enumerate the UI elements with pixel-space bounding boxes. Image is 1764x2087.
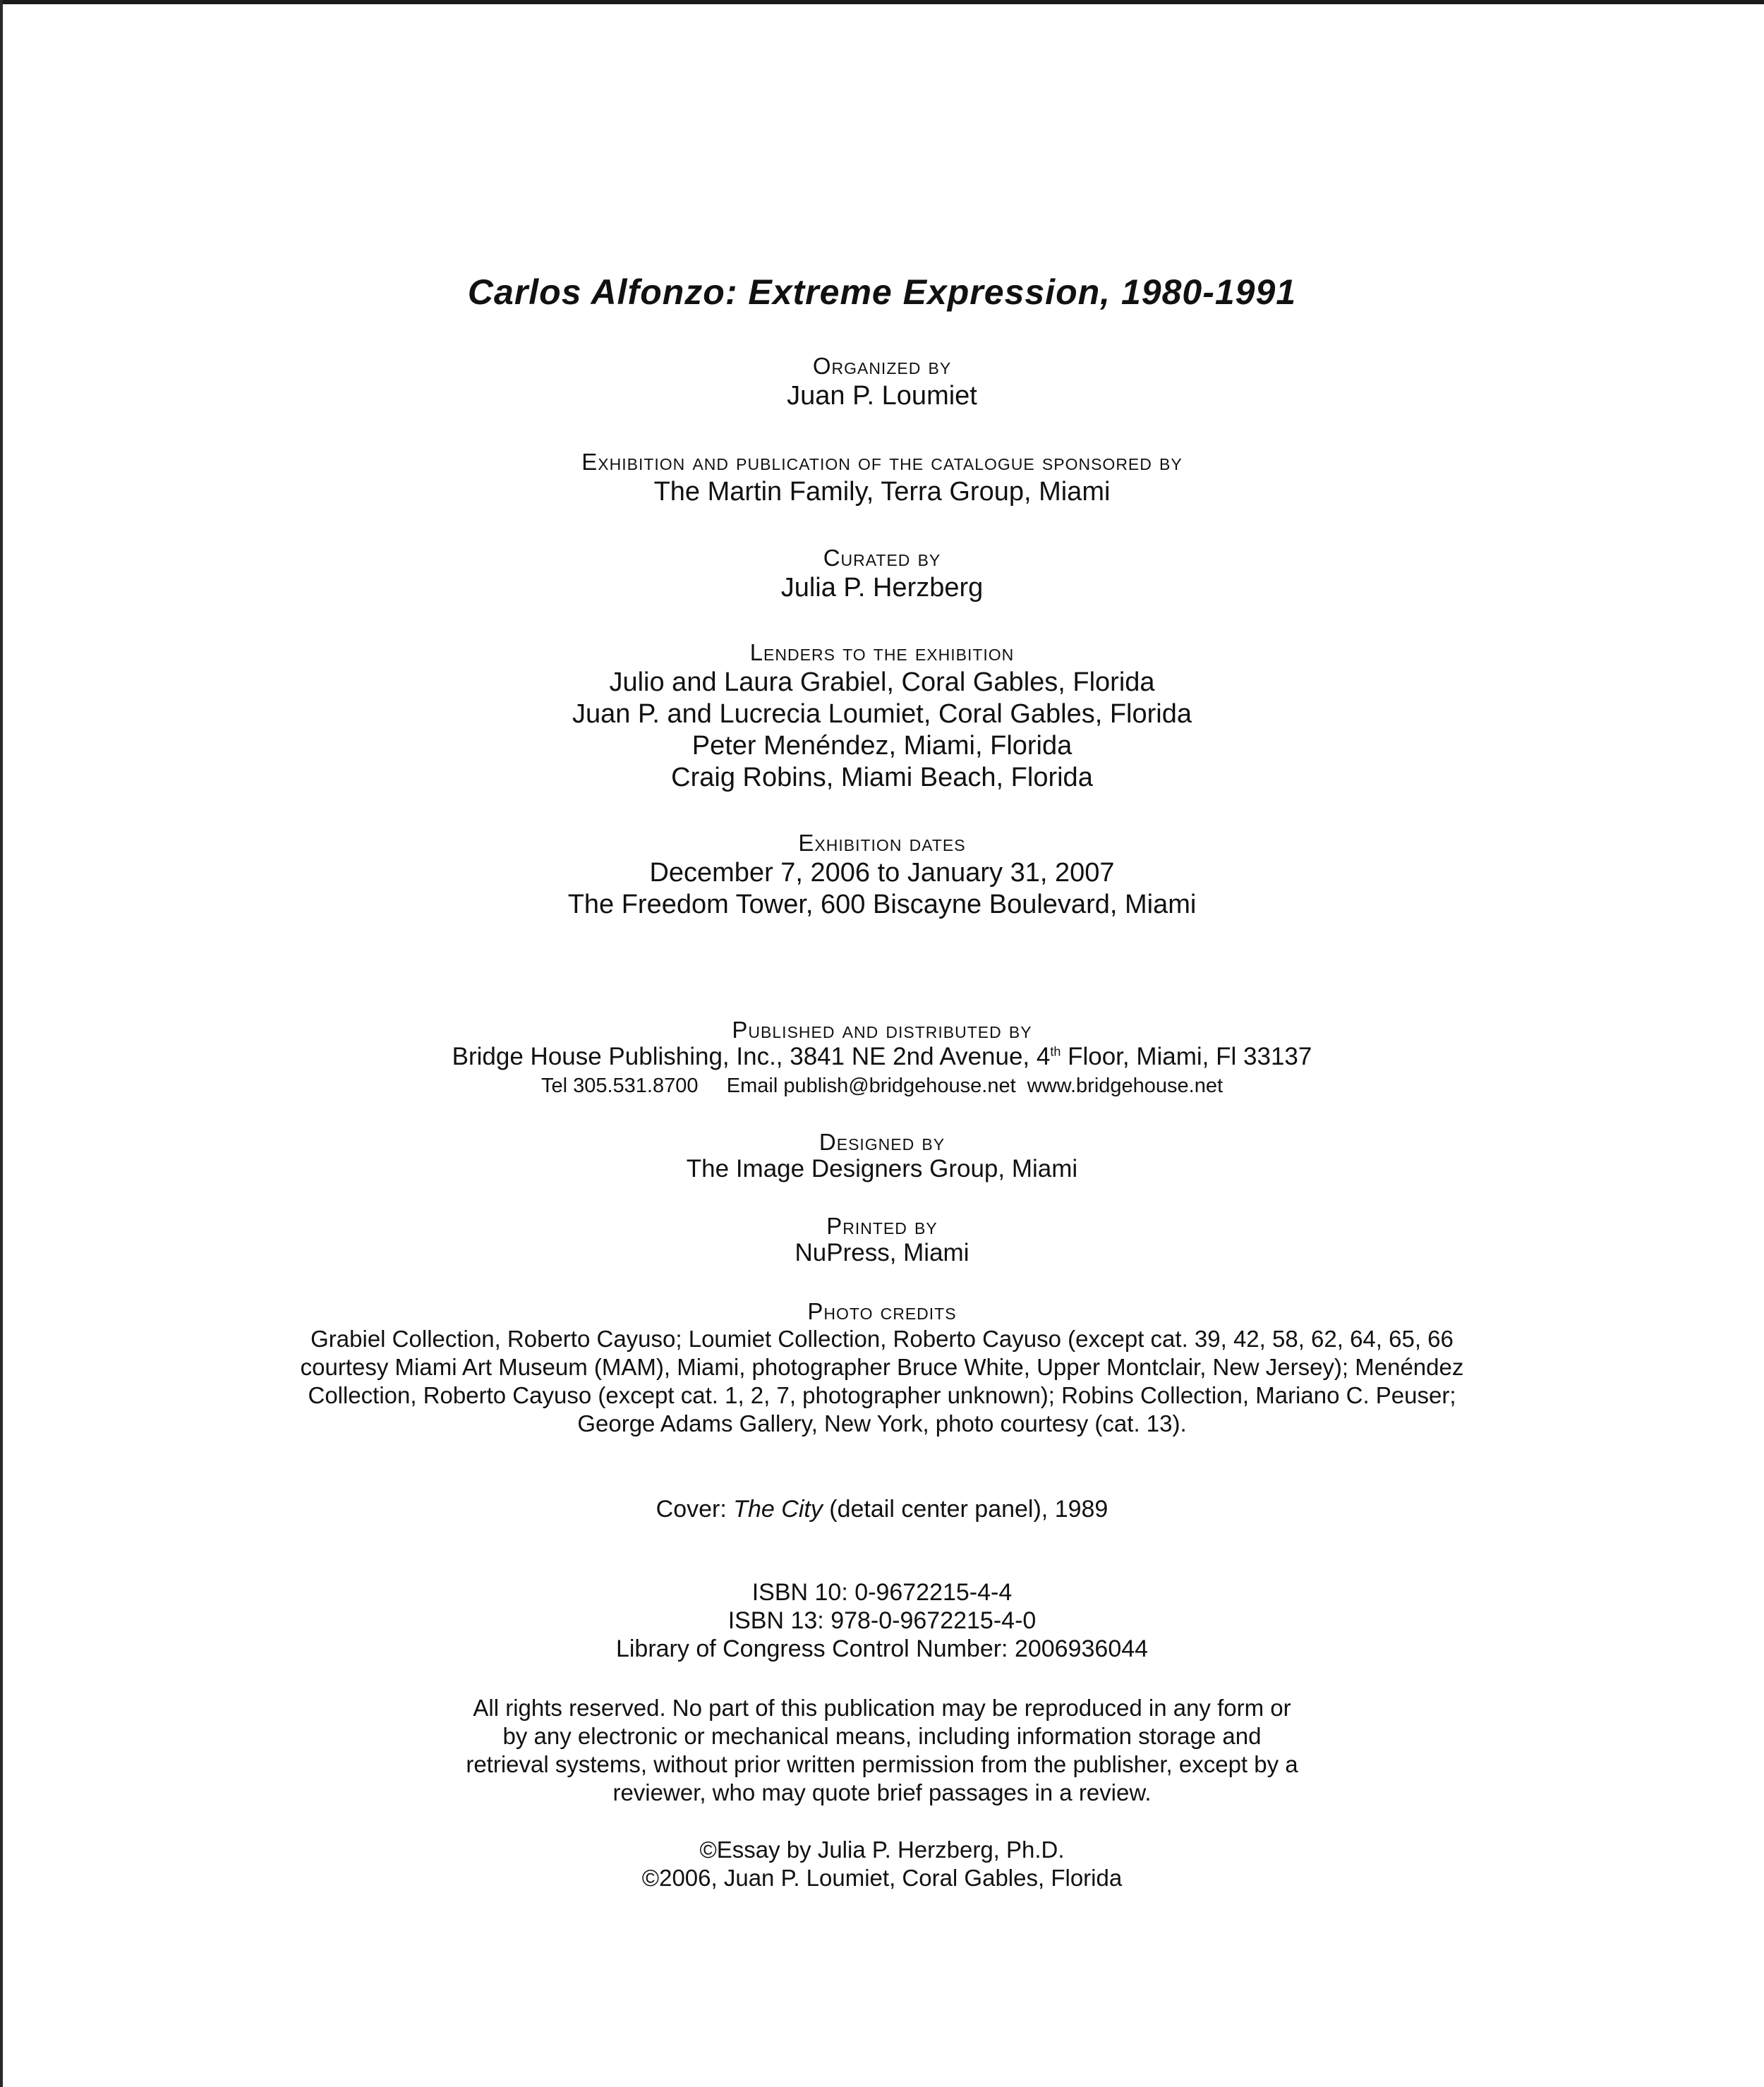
catalogue-title (0, 272, 1764, 313)
copyright-book: ©2006, Juan P. Loumiet, Coral Gables, Florida (641, 1865, 1123, 1891)
dates-value: December 7, 2006 to January 31, 2007 (649, 858, 1115, 888)
publisher-address-post: Floor, Miami, Fl 33137 (1061, 1043, 1312, 1070)
rights-line: by any electronic or mechanical means, including information storage and (502, 1723, 1262, 1749)
sponsor-value: The Martin Family, Terra Group, Miami (653, 477, 1111, 507)
printed-label: Printed by (826, 1213, 938, 1239)
publisher-address-sup: th (1050, 1044, 1061, 1059)
rights-line: All rights reserved. No part of this publication may be reproduced in any form or (473, 1695, 1291, 1721)
lender-item: Peter Menéndez, Miami, Florida (691, 731, 1073, 761)
curated-label: Curated by (823, 545, 941, 571)
cover-suffix: (detail center panel), 1989 (822, 1496, 1108, 1523)
publisher-contact: Tel 305.531.8700 Email publish@bridgehouse.net www.bridgehouse.net (540, 1075, 1224, 1097)
cover-caption (0, 1496, 1764, 1523)
lenders-label: Lenders to the exhibition (749, 639, 1015, 665)
publisher-label: Published and distributed by (732, 1017, 1032, 1043)
copyright-essay: ©Essay by Julia P. Herzberg, Ph.D. (699, 1837, 1065, 1863)
photo-credits-line: Grabiel Collection, Roberto Cayuso; Loumiet Collection, Roberto Cayuso (except cat. 39, 42, 58, 62, 64, 65, 66 (310, 1326, 1454, 1352)
photo-credits-line: Collection, Roberto Cayuso (except cat. 1, 2, 7, photographer unknown); Robins Collection, Mariano C. Peuser; (308, 1382, 1456, 1408)
title-main: Carlos Alfonzo: Extreme Expression, (467, 272, 1111, 312)
rights-line: reviewer, who may quote brief passages in a review. (612, 1779, 1152, 1805)
venue-value: The Freedom Tower, 600 Biscayne Boulevard, Miami (567, 890, 1197, 919)
dates-label: Exhibition dates (798, 830, 966, 856)
designed-value: The Image Designers Group, Miami (686, 1155, 1078, 1182)
printed-value: NuPress, Miami (795, 1239, 969, 1266)
designed-label: Designed by (818, 1129, 946, 1155)
cover-prefix: Cover: (656, 1496, 734, 1523)
isbn-13: ISBN 13: 978-0-9672215-4-0 (727, 1607, 1037, 1634)
sponsor-label: Exhibition and publication of the catalogue sponsored by (581, 449, 1183, 475)
curated-value: Julia P. Herzberg (780, 573, 984, 603)
lender-item: Craig Robins, Miami Beach, Florida (671, 763, 1093, 792)
rights-line: retrieval systems, without prior written permission from the publisher, except by a (466, 1751, 1298, 1777)
title-years: 1980-1991 (1120, 272, 1297, 312)
organized-label: Organized by (812, 353, 952, 379)
publisher-address-pre: Bridge House Publishing, Inc., 3841 NE 2nd Avenue, 4 (452, 1043, 1051, 1070)
photo-credits-label: Photo credits (807, 1298, 957, 1324)
photo-credits-line: courtesy Miami Art Museum (MAM), Miami, photographer Bruce White, Upper Montclair, New Jersey); Menéndez (300, 1354, 1464, 1380)
lender-item: Juan P. and Lucrecia Loumiet, Coral Gables, Florida (572, 699, 1192, 729)
publisher-address (0, 1043, 1764, 1071)
organized-value: Juan P. Loumiet (787, 381, 977, 411)
isbn-10: ISBN 10: 0-9672215-4-4 (751, 1579, 1013, 1606)
photo-credits-line: George Adams Gallery, New York, photo courtesy (cat. 13). (577, 1410, 1187, 1436)
cover-work-title: The City (733, 1496, 823, 1523)
lccn: Library of Congress Control Number: 2006936044 (615, 1635, 1149, 1662)
lender-item: Julio and Laura Grabiel, Coral Gables, Florida (609, 667, 1155, 697)
